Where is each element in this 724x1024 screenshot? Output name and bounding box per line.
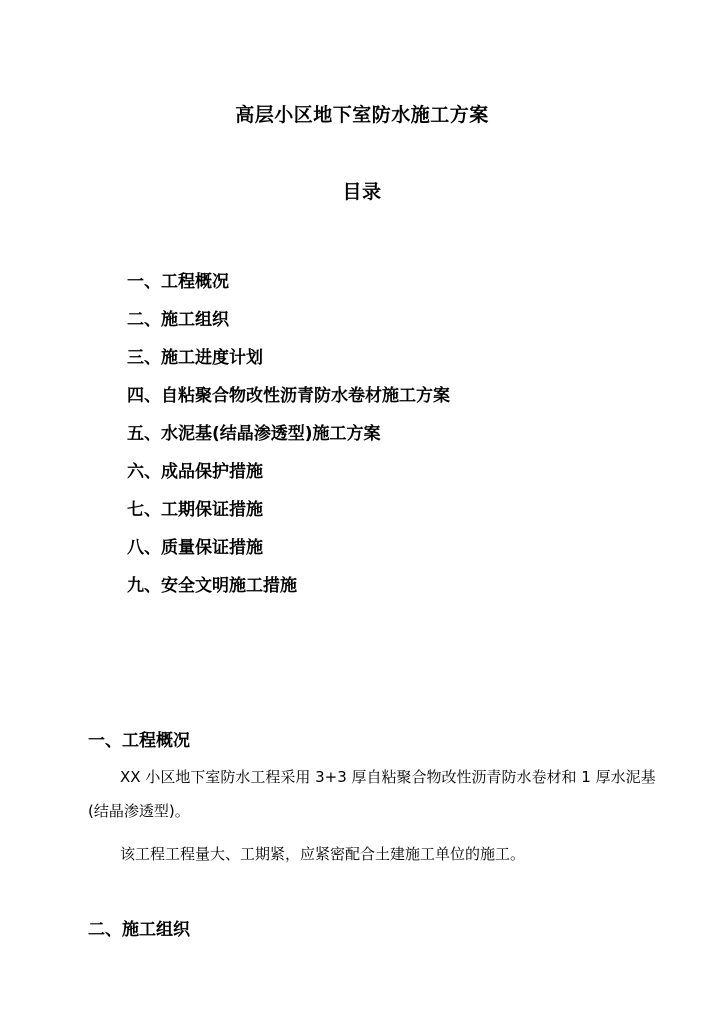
section-paragraph: XX 小区地下室防水工程采用 3+3 厚自粘聚合物改性沥青防水卷材和 1 厚水泥基(结晶渗透型)。 bbox=[88, 768, 656, 820]
toc-item-5: 五、水泥基(结晶渗透型)施工方案 bbox=[127, 424, 381, 444]
section-heading-organization: 二、施工组织 bbox=[88, 920, 190, 940]
toc-item-6: 六、成品保护措施 bbox=[127, 462, 263, 482]
section-heading-overview: 一、工程概况 bbox=[88, 731, 190, 751]
table-of-contents bbox=[127, 268, 450, 610]
section-paragraph: 该工程工程量大、工期紧，应紧密配合土建施工单位的施工。 bbox=[120, 845, 526, 863]
toc-item-7: 七、工期保证措施 bbox=[127, 500, 263, 520]
toc-item-9: 九、安全文明施工措施 bbox=[127, 576, 297, 596]
toc-item-4: 四、自粘聚合物改性沥青防水卷材施工方案 bbox=[127, 386, 450, 406]
toc-item-2: 二、施工组织 bbox=[127, 310, 229, 330]
toc-item-8: 八、质量保证措施 bbox=[127, 538, 263, 558]
toc-item-3: 三、施工进度计划 bbox=[127, 348, 263, 368]
document-title: 高层小区地下室防水施工方案 bbox=[235, 104, 489, 126]
toc-heading: 目录 bbox=[342, 181, 382, 203]
toc-item-1: 一、工程概况 bbox=[127, 272, 229, 292]
